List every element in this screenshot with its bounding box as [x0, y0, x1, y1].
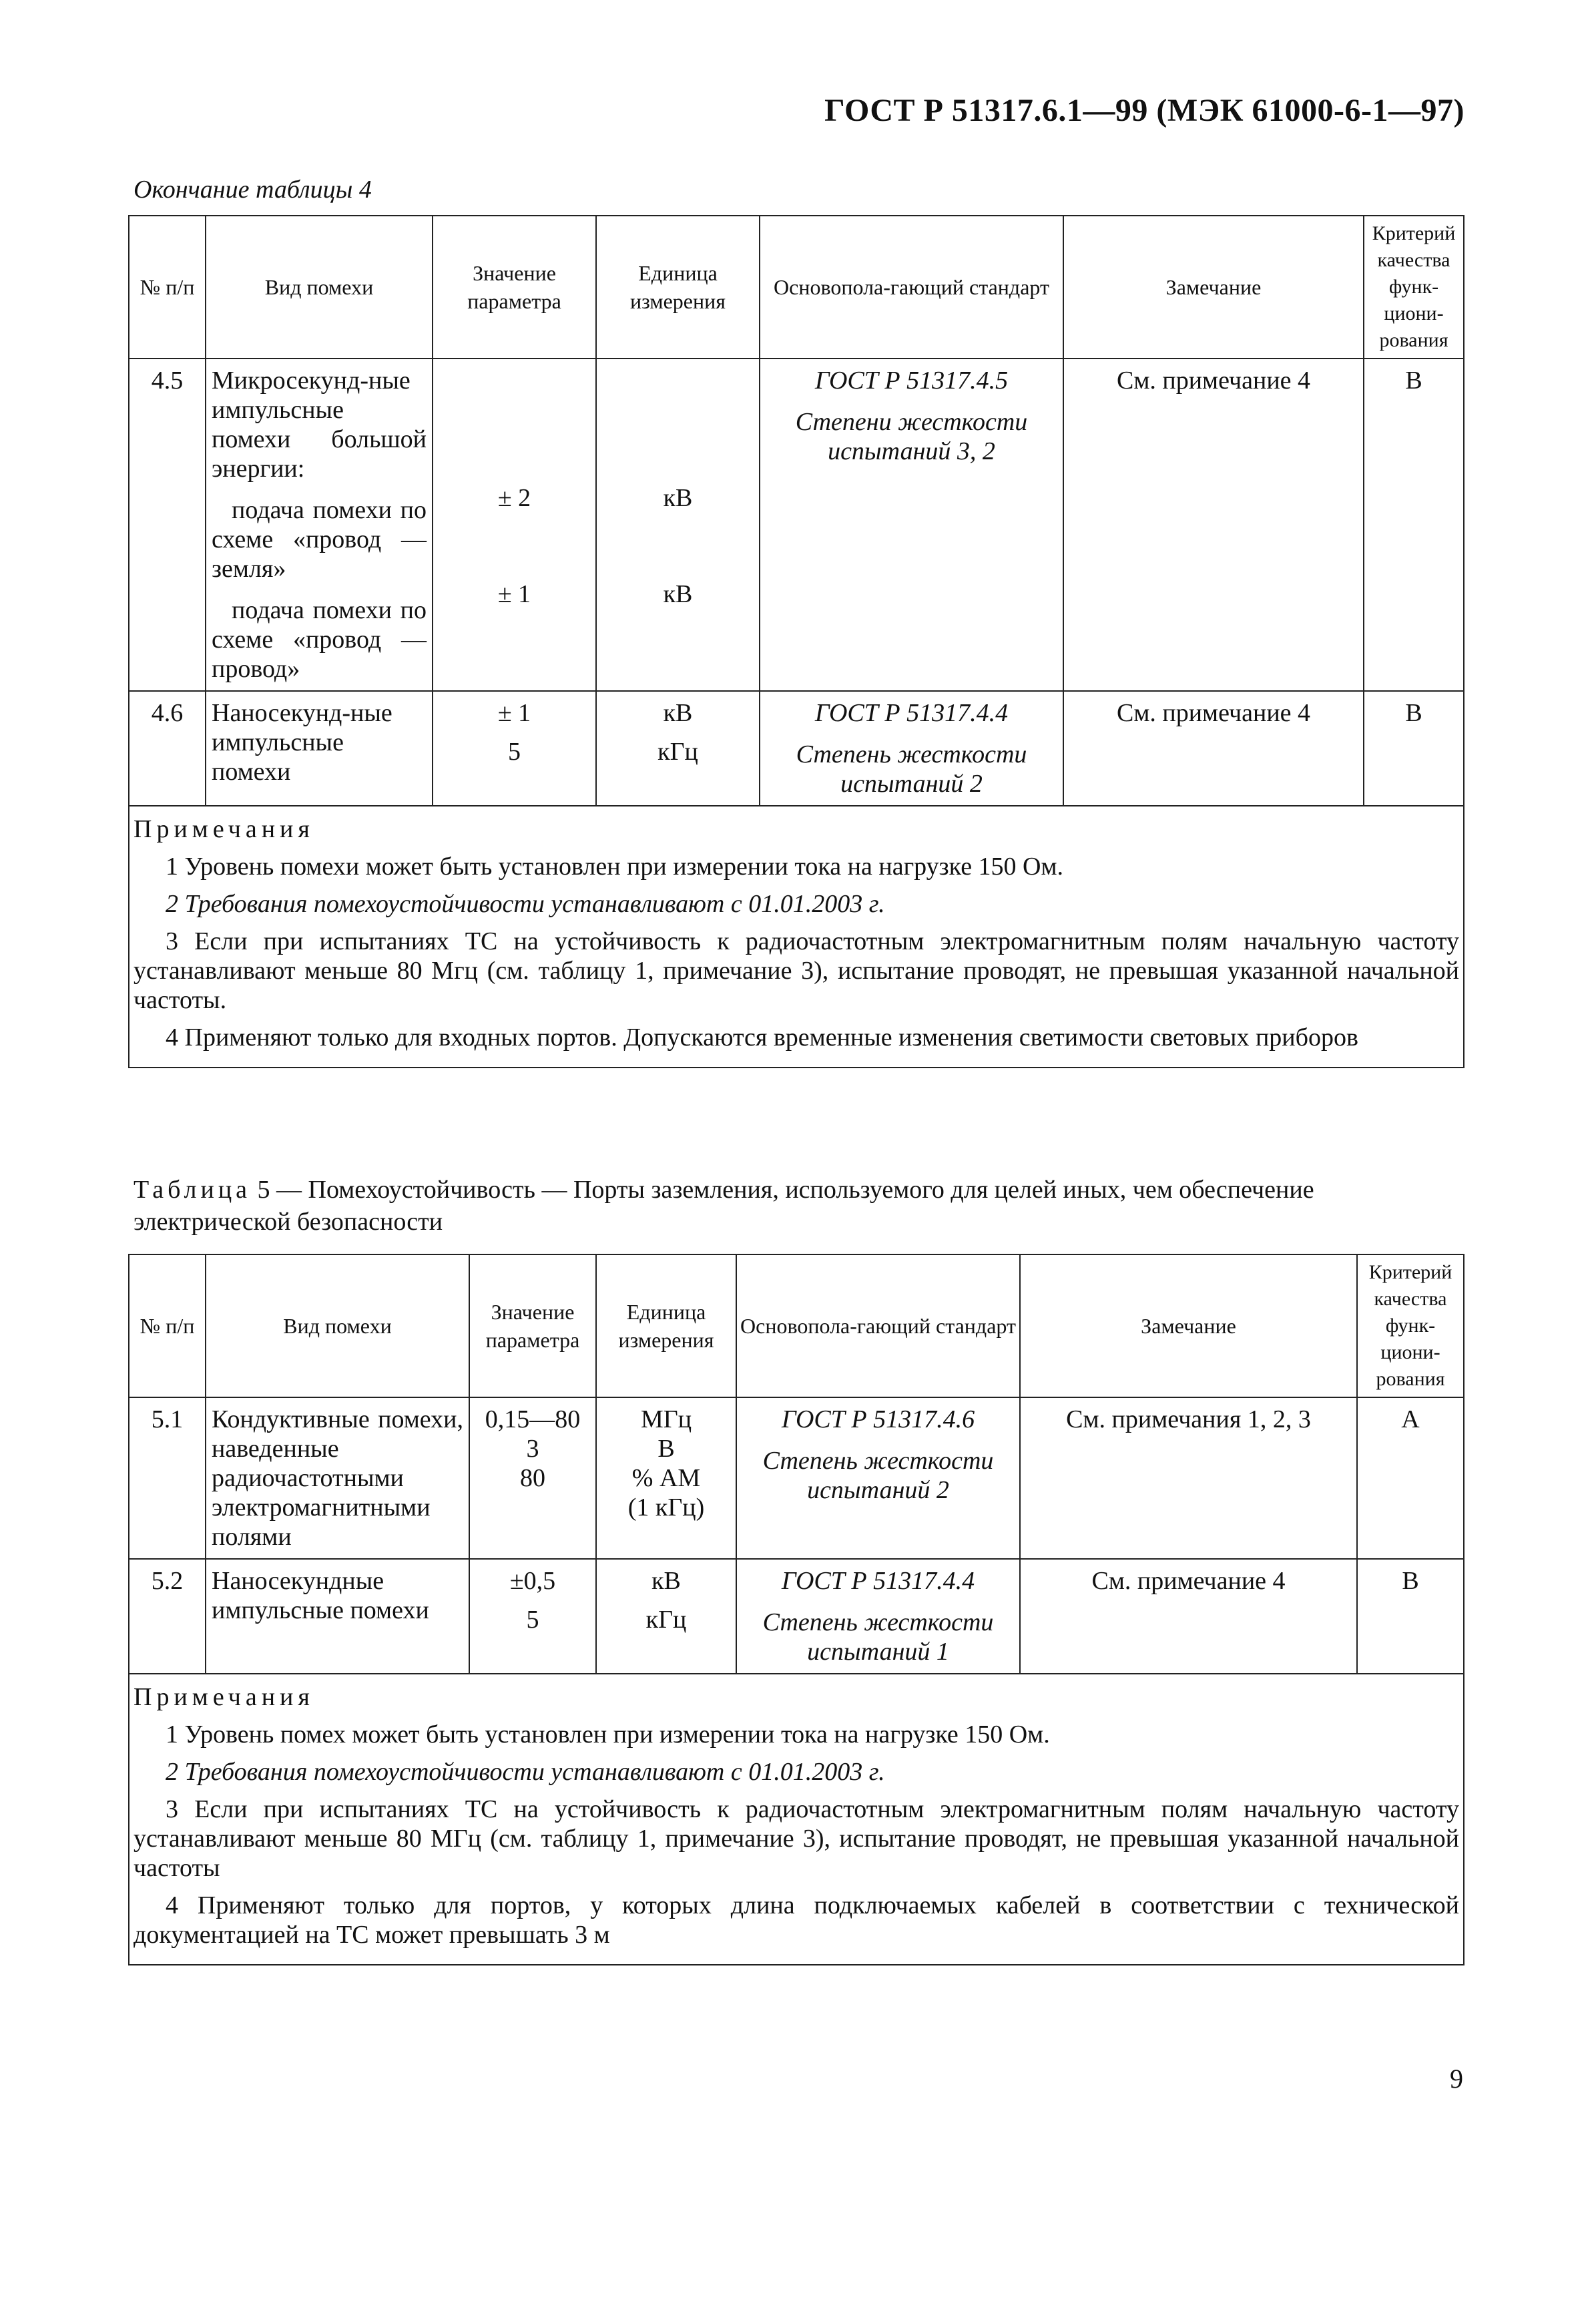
- row-value: [469, 1559, 596, 1674]
- row-criterion: B: [1364, 691, 1464, 806]
- note-item: 1 Уровень помех может быть установлен при измерении тока на нагрузке 150 Ом.: [166, 1720, 1050, 1749]
- row-remark: См. примечания 1, 2, 3: [1020, 1397, 1357, 1559]
- table-row: [129, 1559, 1464, 1674]
- value-line: 80: [520, 1464, 545, 1492]
- page-number: 9: [1450, 2064, 1463, 2094]
- value-line: ±0,5: [509, 1567, 556, 1595]
- note-item: 2 Требования помехоустойчивости устанавливают с 01.01.2003 г.: [166, 1758, 885, 1786]
- col-header-remark: Замечание: [1020, 1254, 1357, 1397]
- notes-row: [129, 806, 1464, 1068]
- row-type: [206, 359, 433, 691]
- value-line: 5: [508, 738, 521, 766]
- table-4: [128, 215, 1465, 1068]
- notes-row: [129, 1674, 1464, 1965]
- sub-label: подача помехи по схеме «провод — провод»: [212, 596, 427, 683]
- unit-line: (1 кГц): [627, 1493, 705, 1522]
- unit-line: % АМ: [631, 1464, 701, 1492]
- col-header-type: Вид помехи: [206, 1254, 469, 1397]
- col-header-type: Вид помехи: [206, 216, 433, 359]
- row-standard: [760, 691, 1063, 806]
- row-unit: [596, 691, 760, 806]
- notes-heading: Примечания: [134, 1683, 314, 1711]
- value-line: 3: [526, 1435, 539, 1463]
- row-standard: [760, 359, 1063, 691]
- col-header-unit: Единица измерения: [596, 216, 760, 359]
- note-item: 4 Применяют только для портов, у которых длина подключаемых кабелей в соответствии с технической документацией на ТС может превышать 3 м: [134, 1891, 1459, 1949]
- note-item: 4 Применяют только для входных портов. Допускаются временные изменения светимости световых приборов: [166, 1023, 1358, 1052]
- row-type: Кондуктивные помехи, наведенные радиочастотными электромагнитными полями: [206, 1397, 469, 1559]
- row-value: [433, 691, 596, 806]
- row-unit: [596, 1397, 736, 1559]
- table4-caption: Окончание таблицы 4: [134, 176, 372, 204]
- row-unit: [596, 359, 760, 691]
- row-value: [433, 359, 596, 691]
- col-header-standard: Основопола-гающий стандарт: [760, 216, 1063, 359]
- notes-block: [129, 1674, 1464, 1965]
- sub-value: ± 1: [497, 580, 531, 608]
- col-header-value: Значение параметра: [433, 216, 596, 359]
- note-item: 3 Если при испытаниях ТС на устойчивость к радиочастотным электромагнитным полям начальную частоту устанавливают меньше 80 МГц (см. таблицу 1, примечание 3), испытание проводят, не превышая указанной начальной частоты: [134, 1795, 1459, 1882]
- note-item: 2 Требования помехоустойчивости устанавливают с 01.01.2003 г.: [166, 890, 885, 918]
- unit-line: В: [657, 1435, 675, 1463]
- col-header-standard: Основопола-гающий стандарт: [736, 1254, 1020, 1397]
- standard-ref: ГОСТ Р 51317.4.6: [781, 1405, 975, 1433]
- standard-ref: ГОСТ Р 51317.4.4: [781, 1567, 975, 1595]
- row-unit: [596, 1559, 736, 1674]
- severity-text: Степень жесткости испытаний 1: [762, 1608, 994, 1666]
- note-item: 1 Уровень помехи может быть установлен при измерении тока на нагрузке 150 Ом.: [166, 853, 1064, 881]
- value-line: 5: [526, 1606, 539, 1634]
- row-num: 5.2: [129, 1559, 206, 1674]
- row-criterion: B: [1357, 1559, 1464, 1674]
- unit-line: кВ: [651, 1567, 681, 1595]
- unit-line: МГц: [640, 1405, 692, 1433]
- row-criterion: A: [1357, 1397, 1464, 1559]
- table-5: [128, 1254, 1465, 1965]
- table-row: [129, 1397, 1464, 1559]
- severity-text: Степени жесткости испытаний 3, 2: [795, 408, 1028, 465]
- row-standard: [736, 1397, 1020, 1559]
- note-item: 3 Если при испытаниях ТС на устойчивость к радиочастотным электромагнитным полям начальную частоту устанавливают меньше 80 Мгц (см. таблицу 1, примечание 3), испытание проводят, не превышая указанной начальной частоты.: [134, 927, 1459, 1014]
- row-num: 4.5: [129, 359, 206, 691]
- table-row: [129, 691, 1464, 806]
- value-line: ± 1: [497, 699, 531, 727]
- row-remark: См. примечание 4: [1063, 359, 1364, 691]
- notes-block: [129, 806, 1464, 1068]
- unit-line: кГц: [645, 1606, 687, 1634]
- sub-label: подача помехи по схеме «провод — земля»: [212, 496, 427, 583]
- table5-caption: [134, 1174, 1462, 1238]
- standard-ref: ГОСТ Р 51317.4.5: [814, 367, 1009, 395]
- unit-line: кГц: [657, 738, 698, 766]
- table-header-row: [129, 1254, 1464, 1397]
- row-num: 5.1: [129, 1397, 206, 1559]
- standard-ref: ГОСТ Р 51317.4.4: [814, 699, 1009, 727]
- sub-unit: кВ: [663, 580, 693, 608]
- table-header-row: [129, 216, 1464, 359]
- col-header-unit: Единица измерения: [596, 1254, 736, 1397]
- table-row: [129, 359, 1464, 691]
- sub-value: ± 2: [497, 484, 531, 512]
- row-remark: См. примечание 4: [1020, 1559, 1357, 1674]
- notes-heading: Примечания: [134, 815, 314, 843]
- table5-caption-text: 5 — Помехоустойчивость — Порты заземления, используемого для целей иных, чем обеспечение электрической безопасности: [134, 1176, 1314, 1236]
- sub-unit: кВ: [663, 484, 693, 512]
- row-type: Наносекундные импульсные помехи: [206, 1559, 469, 1674]
- col-header-criterion: Критерий качества функ-циони-рования: [1357, 1254, 1464, 1397]
- row-standard: [736, 1559, 1020, 1674]
- col-header-value: Значение параметра: [469, 1254, 596, 1397]
- standard-header: ГОСТ Р 51317.6.1—99 (МЭК 61000-6-1—97): [824, 93, 1465, 128]
- row-value: [469, 1397, 596, 1559]
- row-num: 4.6: [129, 691, 206, 806]
- row-remark: См. примечание 4: [1063, 691, 1364, 806]
- col-header-remark: Замечание: [1063, 216, 1364, 359]
- row-type: Наносекунд-ные импульсные помехи: [206, 691, 433, 806]
- col-header-num: № п/п: [129, 216, 206, 359]
- col-header-num: № п/п: [129, 1254, 206, 1397]
- table5-caption-label: Таблица: [134, 1176, 252, 1204]
- row-criterion: B: [1364, 359, 1464, 691]
- value-line: 0,15—80: [485, 1405, 581, 1433]
- severity-text: Степень жесткости испытаний 2: [796, 740, 1027, 798]
- severity-text: Степень жесткости испытаний 2: [762, 1447, 994, 1504]
- col-header-criterion: Критерий качества функ-циони-рования: [1364, 216, 1464, 359]
- row-type-text: Микросекунд-ные импульсные помехи большой энергии:: [212, 367, 427, 483]
- unit-line: кВ: [663, 699, 693, 727]
